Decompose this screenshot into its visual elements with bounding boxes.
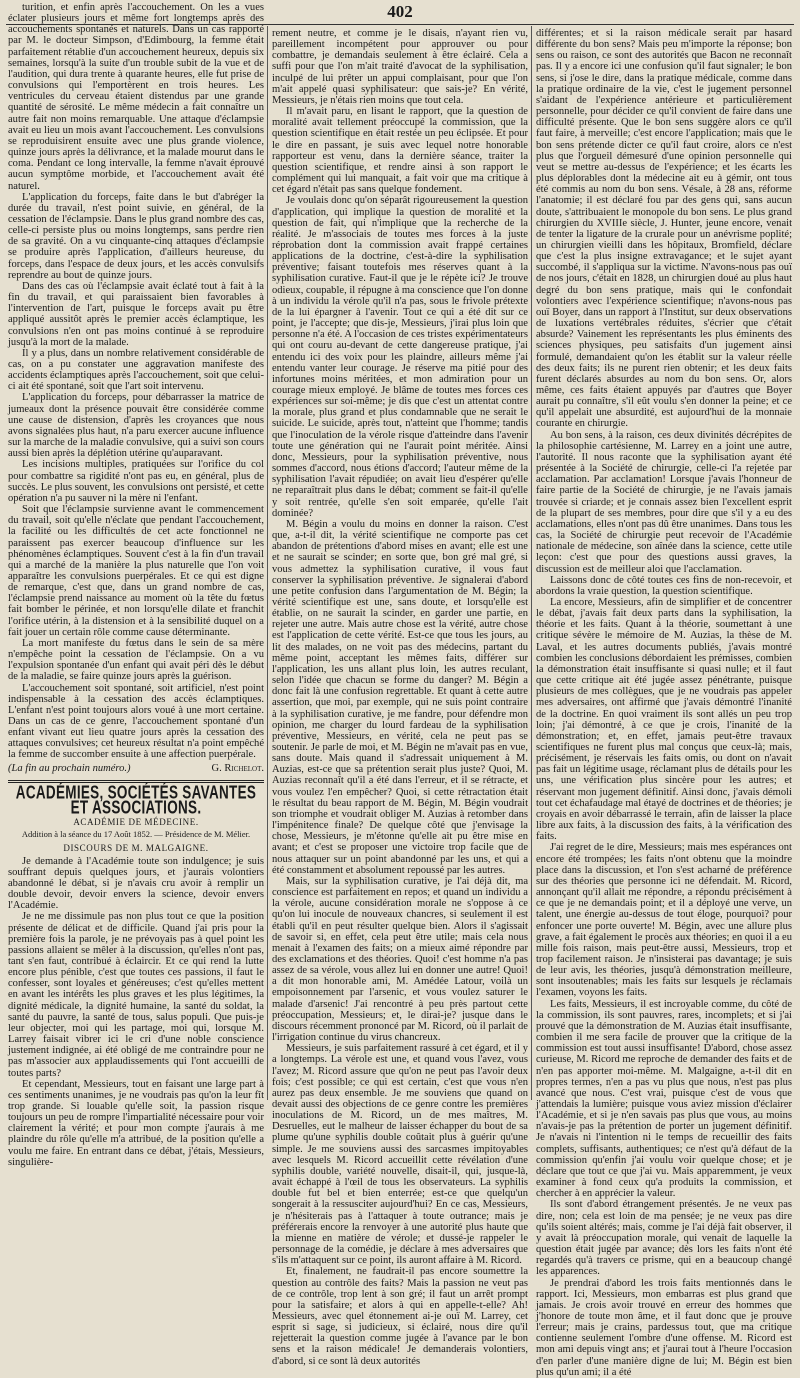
discourse-heading: DISCOURS DE M. MALGAIGNE. — [63, 843, 209, 854]
paragraph: Je demande à l'Académie toute son indulgence; je suis souffrant depuis quelques jours, et j'aurais volontiers abandonné le débat, si je n'avais cru avoir à remplir un double devoir, devoir envers la science, devoir envers l'Académie. — [8, 855, 264, 912]
paragraph: turition, et enfin après l'accouchement. On les a vues éclater plusieurs jours et même fort longtemps après des accouchements spontanés et naturels. Dans un cas rapporté par M. le docteur Simpson, d'Edimbourg, la femme était parfaitement rétablie d'un accouchement heureux, depuis six semaines, lorsqu'à la suite d'un trouble subit de la vue et de l'audition, qui dura trente à quarante heures, elle fut prise de convulsions qui l'emportèrent en trois heures. Les ventricules du cerveau étaient distendus par une grande quantité de sérosité. Le même médecin a fait connaître un autre fait non moins remarquable. Une attaque d'éclampsie avait eu lieu un mois avant l'accouchement. Les convulsions se reproduisirent ensuite avec une plus grande violence, quinze jours après la délivrance, et la malade mourut dans le coma. Pendant ce long intervalle, la femme n'avait éprouvé aucun symptôme morbide, et l'accouchement avait été naturel. — [8, 2, 264, 192]
column-divider — [531, 26, 532, 1100]
paragraph: Laissons donc de côté toutes ces fins de non-recevoir, et abordons la vraie question, la question scientifique. — [536, 574, 792, 597]
sitting-info: Addition à la séance du 17 Août 1852. — Présidence de M. Mélier. — [21, 829, 251, 840]
section-title: ACADÉMIES, SOCIÉTÉS SAVANTES ET ASSOCIATIONS. — [15, 782, 257, 818]
paragraph: M. Bégin a voulu du moins en donner la raison. C'est que, a-t-il dit, la vérité scientifique ne comporte pas cet abandon de prétentions d'abord mises en avant; elle est une et ne saurait se scinder; en sorte que, bon gré mal gré, si vous admettez la syphilisation curative, il vous faut conserver la syphilisation préventive. Je signalerai d'abord une petite confusion dans l'argumentation de M. Bégin; la vérité scientifique est une, sans doute, et lorsqu'elle est établie, on ne saurait la scinder, en garder une partie, en rejeter une autre. Mais autre chose est la vérité, autre chose est l'application de cette vérité. Est-ce que tous les jours, au lit des malades, on ne voit pas des médecins, partant du même point, acceptant les mêmes faits, différer sur l'application, les uns allant plus loin, les autres reculant, selon l'idée que chacun se forme du danger? M. Bégin a donc fait là une confusion regrettable. Et quant à cette autre assertion, que moi, par exemple, qui ne suis point contraire à la syphilisation curative, je me fandre, pour défendre mon opinion, me charger du lourd fardeau de la syphilisation préventive, Messieurs, en vérité, cela ne peut pas se soutenir. Je parle de moi, et M. Bégin ne m'avait pas en vue, sans doute. Mais quand il s'adressait uniquement à M. Auzias, est-ce que sa prétention serait plus juste? Quoi, M. Auzias reconnaît qu'il a été dans l'erreur, et il se rétracte, et vous voulez l'en empêcher? Quoi, si cette rétractation était le résultat du beau rapport de M. Bégin, M. Bégin voudrait son triomphe et voudrait obliger M. Auzias à retomber dans l'impénitence finale? De quelque côté que j'envisage la chose, Messieurs, je m'étonne qu'elle ait pu être mise en avant; et c'est se proposer une victoire trop facile que de nous attaquer sur un point abandonné par les uns, et qui a été constamment et absolument repoussé par les autres. — [272, 518, 528, 876]
paragraph: Il m'avait paru, en lisant le rapport, que la question de moralité avait tellement préoccupé la commission, que la question scientifique en était restée un peu éclipsée. Et pour le dire en passant, je suis avec lequel notre honorable rapporteur est venu, dans la dernière séance, traiter la question scientifique, et rendre ainsi à son rapport le complément qui lui manquait, a fait voir que ma critique à cet égard n'était pas sans quelque fondement. — [272, 106, 528, 196]
paragraph: Messieurs, je suis parfaitement rassuré à cet égard, et il y a longtemps. La vérole est une, et quand vous l'avez, vous l'avez; M. Ricord assure que qu'on ne peut pas l'avoir deux fois; c'est possible; ce qui est certain, c'est que vous n'en aurez pas deux ensemble. Je me souviens que quand on devait aussi des objections de ce genre contre les premières inoculations de M. Ricord, un de mes maîtres, M. Desruelles, eut le malheur de laisser échapper du bout de sa plume qu'une syphilis double coûtait plus à guérir qu'une simple. Je me souviens aussi des sarcasmes impitoyables avec lesquels M. Ricord accueillit cette révélation d'une syphilis double, variété nouvelle, disait-il, qui, jusque-là, avait échappé à l'œil de tous les observateurs. La syphilis double fut bel et bien enterrée; est-ce que quelqu'un songerait à la ressusciter aujourd'hui? En ce cas, Messieurs, je n'hésiterais pas à l'attaquer à toute outrance; mais je préférerais encore la renvoyer à une autorité plus haute que la mienne en matière de vérole; et dussé-je rappeler le personnage de la comédie, je déclare à mes adversaires que s'ils m'attaquent sur ce point, ils auront affaire à M. Ricord. — [272, 1043, 528, 1267]
column-2 — [272, 28, 528, 1367]
paragraph: Je voulais donc qu'on séparât rigoureusement la question d'application, qui implique la question de moralité et la question de fait, qui n'implique que la recherche de la réalité. Je m'associais de toutes mes forces à la juste réprobation dont la commission avait frappé certaines applications de la doctrine, c'est-à-dire la syphilisation préventive; faisant toutefois mes réserves quant à la syphilisation curative. Faut-il que je le répète ici? Je trouve odieux, coupable, il répugne à ma conscience que l'on donne à un individu la vérole qu'il n'a pas, sous le frivole prétexte de la lui épargner à l'avenir. Tout ce qui a été dit sur ce point, je l'accepte; que dis-je, Messieurs, j'irai plus loin que personne n'a été. A l'occasion de ces tristes expérimentateurs qui ont couru au-devant de cette dangereuse pratique, j'ai entendu ici des voix pour les plaindre, ailleurs même j'ai entendu vanter leur courage. Je réserve ma pitié pour des infortunes moins méritées, et mon admiration pour un courage mieux employé. Je blâme de toutes mes forces ces expériences sur soi-même; je dis que c'est un attentat contre la morale, plus grand et plus condamnable que ne serait le suicide. Le suicide, après tout, n'atteint que l'homme; tandis que l'inoculation de la vérole risque d'atteindre dans l'avenir toute une génération qui ne l'aurait point méritée. Ainsi donc, Messieurs, pour la syphilisation préventive, nous sommes d'accord, nous étions d'accord; l'auteur même de la syphilisation l'avait répudiée; on avait lieu d'espérer qu'elle ne reparaîtrait plus dans le débat; comment se fait-il qu'elle y soit rentrée, qu'elle s'en soit emparée, qu'elle l'ait dominée? — [272, 195, 528, 519]
paragraph: Ils sont d'abord étrangement présentés. Je ne veux pas dire, non; cela est loin de ma pensée; je ne veux pas dire qu'ils soient altérés; mais, comme je l'ai déjà fait observer, il y avait là préoccupation morale, qui venait de laquelle la question était jugée par avance; dès lors les faits n'ont été regardés qu'à travers ce prisme, qui en a beaucoup changé les apparences. — [536, 1199, 792, 1278]
paragraph: Au bon sens, à la raison, ces deux divinités décrépites de la philosophie cartésienne, M. Larrey en a joint une autre, l'autorité. Il nous raconte que la syphilisation ayant été présentée à la Société de chirurgie, celle-ci l'a rejetée par acclamation. Par acclamation! Lorsque j'avais l'honneur de faire partie de la Société de chirurgie, je ne l'avais jamais trouvée si criarde; et je connais assez bien l'excellent esprit de la plupart de ses membres, pour dire que s'il y a eu des acclamations, elles n'ont pas dû être unanimes. Dans tous les cas, la Société de chirurgie peut recevoir de l'Académie nationale de médecine, son aînée dans la science, cette utile leçon: c'est que pour des questions aussi graves, la discussion est de meilleur aloi que l'acclamation. — [536, 429, 792, 575]
paragraph: Et cependant, Messieurs, tout en faisant une large part à ces sentiments unanimes, je ne voudrais pas qu'on la leur fît trop grande. Si louable qu'elle soit, la passion risque toujours un peu de rompre l'impartialité nécessaire pour voir clairement la vérité; et pour mon compte j'aurais à me plaindre du rôle qu'elle m'a attribué, de la position qu'elle a voulu me faire. En entrant dans ce débat, j'étais, Messieurs, singulière- — [8, 1078, 264, 1168]
paragraph: rement neutre, et comme je le disais, n'ayant rien vu, pareillement incompétent pour approuver ou pour combattre, je demandais seulement à être éclairé. Cela a suffi pour que l'on m'ait traité d'avocat de la syphilisation, inculpé de lui prêter un appui complaisant, pour que l'on m'ait appelé quasi syphilisateur: que sais-je? En vérité, Messieurs, je n'étais rien moins que tout cela. — [272, 28, 528, 106]
paragraph: Soit que l'éclampsie survienne avant le commencement du travail, soit qu'elle n'éclate que pendant l'accouchement, la facilité ou les difficultés de cet acte fonctionnel ne paraissent pas exercer beaucoup d'influence sur les phénomènes éclamptiques. Souvent c'est à la fin d'un travail qui a marché de la manière la plus naturelle que l'on voit apparaître les convulsions puerpérales. Et ce qui est digne de remarque, c'est que, dans un grand nombre de cas, l'éclampsie prend naissance au moment où la tête du fœtus fait bomber le périnée, et non lorsqu'elle dilate et franchit l'orifice utérin, à la distension et à la sensibilité duquel on a fait jouer un certain rôle comme cause déterminante. — [8, 504, 264, 638]
paragraph: La encore, Messieurs, afin de simplifier et de concentrer le débat, j'avais fait deux parts dans la syphilisation, la théorie et les faits. Quant à la théorie, soumettant à une critique sévère le mémoire de M. Auzias, la thèse de M. Laval, et les autres documents publiés, j'avais montré combien les conclusions débordaient les prémisses, combien la démonstration était insuffisante si quasi nulle; et il faut que cette critique ait été jugée assez pénétrante, puisque plusieurs de mes collègues, que je ne voudrais pas appeler mes adversaires, ont affirmé que j'avais démontré l'inanité de la doctrine. En quoi vraiment ils sont allés un peu trop loin; j'ai démontré, à ce que je crois, l'inanité de la démonstration; et, en effet, jamais peut-être travaux scientifiques ne furent plus mal conçus que ceux-là; mais, précisément, je réservais les faits omis, ou dont on n'avait pas fait un légitime usage, réclamant plus de détails pour les uns, une vérification plus sincère pour les autres; et réservant mon jugement définitif. Ainsi donc, j'avais démoli tout cet échafaudage mal étayé de doctrines et de théories; je croyais en avoir débarrassé le terrain, afin de laisser la place libre aux faits, à la discussion des faits, à la vérification des faits. — [536, 596, 792, 843]
column-3 — [536, 28, 792, 1378]
column-divider — [267, 26, 268, 1100]
paragraph: Mais, sur la syphilisation curative, je l'ai déjà dit, ma conscience est parfaitement en repos; et quand un individu a la vérole, aucune considération morale ne s'oppose à ce qu'on lui inocule de nouveaux chancres, si seulement il est établi qu'il en peut résulter quelque bien. Alors il s'agissait de savoir si, en effet, cela peut être utile; mais cela nous menait à l'examen des faits; on a mieux aimé répondre par des exclamations et des théories. Quoi! c'est homme n'a pas assez de sa vérole, vous allez lui en donner une autre! Quoi! a dit mon honorable ami, M. Amédée Latour, voilà un empoisonnement par l'arsenic, et vous voulez saturer le malade d'arsenic! J'ai rencontré à peu près partout cette préoccupation, Messieurs; et, le dirai-je? jusque dans le discours récemment prononcé par M. Ricord, où il parlait de l'irrigation continue du virus chancreux. — [272, 875, 528, 1044]
continuation-note: (La fin au prochain numéro.) — [8, 762, 131, 774]
paragraph: L'application du forceps, faite dans le but d'abréger la durée du travail, n'est point suivie, en général, de la cessation de l'éclampsie. Dans le plus grand nombre des cas, celle-ci persiste plus ou moins longtemps, sans perdre rien de sa gravité. On a vu cinquante-cinq attaques d'éclampsie se produire après l'application, d'ailleurs heureuse, du forceps, dans l'espace de deux jours, et les accès convulsifs reprendre au bout de quinze jours. — [8, 191, 264, 281]
paragraph: Les incisions multiples, pratiquées sur l'orifice du col pour combattre sa rigidité n'ont pas eu, en général, plus de succès. Le plus souvent, les convulsions ont persisté, et cette opération n'a pu sauver ni la mère ni l'enfant. — [8, 459, 264, 504]
paragraph: Les faits, Messieurs, il est incroyable comme, du côté de la commission, ils sont pauvres, rares, incomplets; et si j'ai prouvé que la démonstration de M. Auzias était insuffisante, combien il me sera facile de prouver que la critique de la commission est tout aussi insuffisante! D'abord, chose assez curieuse, M. Ricord me reproche de demander des faits et de n'en pas apporter moi-même. M. Malgaigne, a-t-il dit en propres termes, n'en a pas vu plus que nous, n'est pas plus avancé que nous. C'est vrai, puisque c'est de vous que j'attendais la lumière; puisque vous aviez mission d'éclairer l'Académie, et si je n'en savais pas plus que vous, au moins n'avais-je pas la prétention de porter un jugement définitif. Je n'avais ni l'intention ni le temps de recueillir des faits complets, suffisants, authentiques; ce n'est qu'à défaut de la commission qu'enfin j'ai voulu voir quelque chose; et je déclare que tout ce que j'ai vu. Mais apparemment, je veux examiner à fond ceux qu'a produits la commission, et chercher à en apprécier la valeur. — [536, 998, 792, 1200]
paragraph: Je prendrai d'abord les trois faits mentionnés dans le rapport. Ici, Messieurs, mon embarras est plus grand que jamais. Je crois avoir trouvé en erreur des hommes que j'honore de toute mon âme, et il faut donc que je prouve l'erreur; mais je crains, pardessus tout, que ma critique contienne seulement l'ombre d'une offense. M. Ricord est mon ami depuis vingt ans; et j'aurai tout à l'heure l'occasion d'en parler d'une manière digne de lui; M. Bégin est bien plus qu'un ami; il a été — [536, 1277, 792, 1378]
academy-heading: ACADÉMIE DE MÉDECINE. — [73, 817, 199, 828]
paragraph: Et, finalement, ne faudrait-il pas encore soumettre la question au contrôle des faits? Mais la passion ne veut pas de ce contrôle, trop lent à son gré; il faut un arrêt prompt pour la satisfaire; et alors à qui en appelle-t-elle? Ah! Messieurs, avec quel étonnement ai-je ouï M. Larrey, cet esprit si sage, si judicieux, si éclairé, nous dire qu'il rejetterait la question comme jugée à l'avance par le bon sens et la raison médicale! Je demanderais volontiers, d'abord, si ce sont là deux autorités — [272, 1266, 528, 1367]
page-number: 402 — [387, 2, 413, 21]
paragraph: J'ai regret de le dire, Messieurs; mais mes espérances ont encore été trompées; les faits n'ont obtenu que la moindre place dans la discussion, et l'on s'est acharné de préférence sur des théories que personne ici ne défendait. M. Ricord, annonçant qu'il allait me répondre, a répondu précisément à ce que je ne demandais point; et il a déployé une verve, un talent, une énergie au-dessus de tout éloge, pourquoi? pour enfoncer une porte ouverte! M. Bégin, avec une allure plus grave, a fait également le procès aux théories; en quoi il a eu mille fois raison, mais peut-être aussi, Messieurs, trop et trop facilement raison. Je n'insisterai pas davantage; je suis de leur avis, les théories, jusqu'à démonstration meilleure, sont insoutenables; mais les faits sur lesquels je réclamais l'examen, voyons les faits. — [536, 842, 792, 999]
paragraph: Il y a plus, dans un nombre relativement considérable de cas, on a pu constater une aggravation manifeste des accidents éclamptiques après l'accouchement, soit que celui-ci ait été spontané, soit que l'art soit intervenu. — [8, 347, 264, 393]
paragraph: La mort manifeste du fœtus dans le sein de sa mère n'empêche point la cessation de l'éclampsie. On a vu l'expulsion spontanée d'un enfant qui avait péri dès le début de la maladie, se faire quinze jours après la guérison. — [8, 637, 264, 683]
author-name: G. Richelot. — [211, 762, 264, 774]
paragraph: L'application du forceps, pour débarrasser la matrice de jumeaux dont la présence pouvait être considérée comme une cause de distension, d'après les croyances que nous avons signalées plus haut, n'a paru exercer aucune influence sur la marche de la maladie convulsive, qui a suivi son cours aussi bien après la déplétion utérine qu'auparavant. — [8, 392, 264, 460]
article-signature — [8, 763, 264, 774]
paragraph: Je ne me dissimule pas non plus tout ce que la position présente de délicat et de difficile. Quand j'ai pris pour la première fois la parole, je ne prévoyais pas à quel point les passions allaient se mêler à la discussion, qu'elles n'ont pas, tant s'en faut, contribué à éclaircir. Et ce qui rend la lutte encore plus pénible, c'est que toutes ces passions, il faut le confesser, sont loyales et généreuses; c'est qu'elles mettent en avant les intérêts les plus graves et les plus légitimes, la dignité médicale, la dignité humaine, la santé du soldat, la santé du pauvre, la santé de tous, salus populi. Que puis-je leur objecter, moi qui les partage, moi qui, lorsque M. Larrey faisait vibrer ici le cri d'une noble conscience justement indignée, ai été obligé de me contraindre pour ne pas m'associer aux applaudissements qui l'ont accueilli de toutes parts? — [8, 911, 264, 1079]
column-1 — [8, 2, 264, 1168]
paragraph: L'accouchement soit spontané, soit artificiel, n'est point indispensable à la cessation des accès éclamptiques. L'enfant n'est point toujours alors voué à une mort certaine. Dans un cas de ce genre, l'accouchement spontané d'un enfant vivant eut lieu quatre jours après la cessation des attaques convulsives; cet heureux résultat n'a point empêché la femme de succomber ensuite à une affection puerpérale. — [8, 682, 264, 761]
paragraph: Dans des cas où l'éclampsie avait éclaté tout à fait à la fin du travail, et qui paraissaient bien favorables à l'intervention de l'art, puisque le forceps avait pu être appliqué aussitôt après le premier accès éclamptique, les convulsions n'en ont pas moins continué à se reproduire jusqu'à la mort de la malade. — [8, 280, 264, 348]
paragraph: différentes; et si la raison médicale serait par hasard différente du bon sens? Mais peu m'importe la réponse; bon sens ou raison, ce sont des autorités que Bacon ne reconnaît pas. Il y a encore ici une confusion qu'il faut signaler; le bon sens, si j'ose le dire, dans la pratique médicale, comme dans la pratique ordinaire de la vie, c'est le jugement personnel s'aidant de l'expérience antérieure et particulièrement personnelle, pour décider ce qu'il convient de faire dans une difficulté présente. Que le bon sens suggère alors ce qu'il faut faire, à merveille; c'est encore l'application; mais que le bon sens prétende dicter ce qu'il faut croire, alors ce n'est plus que l'orgueil démesuré d'une opinion personnelle qui veut se mettre au-dessus de l'expérience; et les écarts les plus déplorables dont la médecine ait eu à gémir, ont tous été commis au nom du bon sens. Vésale, à 28 ans, réforme l'anatomie; il est déclaré fou par des gens qui, sans aucun doute, s'attribuaient le monopole du bon sens. Le plus grand chirurgien du XVIIIe siècle, J. Hunter, jeune encore, venait de tenter la ligature de la crurale pour un anévrisme poplité; un chirurgien vieilli dans les hôpitaux, Bromfield, déclare que c'est la plus insigne extravagance; et le sujet ayant succombé, il s'appliqua sur la victime. N'avons-nous pas ouï de nos jours, c'était en 1828, un chirurgien doué au plus haut degré du bon sens pratique, mais qui le confondait volontiers avec l'expérience scientifique; n'avons-nous pas ouï Boyer, dans un rapport à l'Institut, sur deux observations de luxations vertébrales réduites, s'écrier que c'était absurde? Vainement les représentants les plus éminents des sciences physiques, peu satisfaits d'un jugement ainsi formulé, demandaient qu'on les établit sur la valeur réelle des deux faits; ils ne purent rien obtenir; et les deux faits furent déclarés absurdes au nom du bon sens. Or, alors même, ces faits étaient appuyés par d'autres que Boyer aurait pu connaître, s'il eût voulu s'en donner la peine; et ce qu'il appelait une absurdité, est aujourd'hui de la monnaie courante en chirurgie. — [536, 28, 792, 430]
